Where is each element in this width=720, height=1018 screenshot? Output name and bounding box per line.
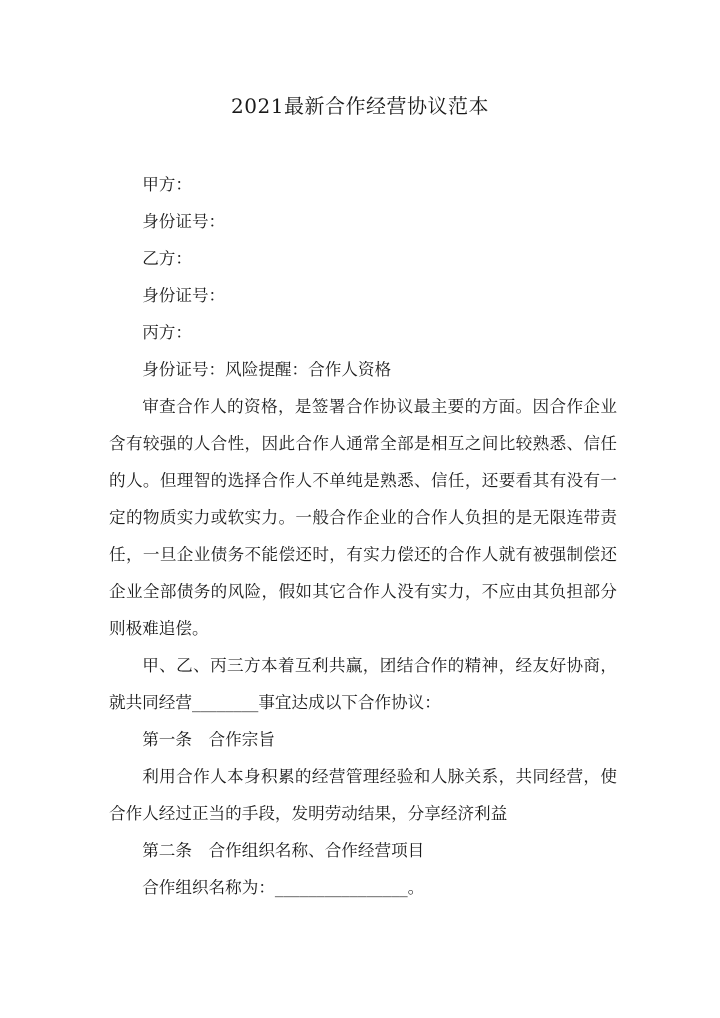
party-b-label: 乙方： xyxy=(142,249,192,268)
document-title: 2021最新合作经营协议范本 xyxy=(231,94,489,118)
article-1-body: 利用合作人本身积累的经营管理经验和人脉关系，共同经营，使合作人经过正当的手段，发明劳动结果，分享经济利益 xyxy=(109,767,617,823)
article-1-heading: 第一条 合作宗旨 xyxy=(142,730,275,749)
party-a-label: 甲方： xyxy=(142,175,192,194)
party-c-id-label: 身份证号：风险提醒：合作人资格 xyxy=(142,360,392,379)
article-2-body: 合作组织名称为：________________。 xyxy=(142,878,425,897)
article-2-heading: 第二条 合作组织名称、合作经营项目 xyxy=(142,841,425,860)
party-c-label: 丙方： xyxy=(142,323,192,342)
document-body xyxy=(109,166,617,906)
party-a-id-label: 身份证号： xyxy=(142,212,226,231)
risk-paragraph: 审查合作人的资格，是签署合作协议最主要的方面。因合作企业含有较强的人合性，因此合作人通常全部是相互之间比较熟悉、信任的人。但理智的选择合作人不单纯是熟悉、信任，还要看其有没有一定的物质实力或软实力。一般合作企业的合作人负担的是无限连带责任，一旦企业债务不能偿还时，有实力偿还的合作人就有被强制偿还企业全部债务的风险，假如其它合作人没有实力，不应由其负担部分则极难追偿。 xyxy=(109,397,617,638)
party-b-id-label: 身份证号： xyxy=(142,286,226,305)
agreement-intro-paragraph: 甲、乙、丙三方本着互利共赢，团结合作的精神，经友好协商，就共同经营________事宜达成以下合作协议： xyxy=(109,656,617,712)
